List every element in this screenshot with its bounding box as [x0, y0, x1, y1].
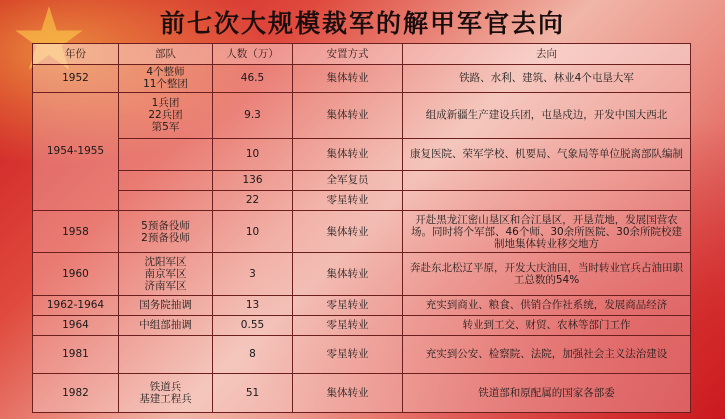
table-row [33, 65, 691, 93]
cell-count: 10 [213, 139, 293, 171]
header-count: 人数（万） [213, 44, 293, 65]
cell-count: 9.3 [213, 92, 293, 139]
table-row [33, 253, 691, 295]
cell-destination: 开赴黑龙江密山垦区和合江垦区，开垦荒地，发展国营农场。同时将个军部、46个师、30余所医院、30余所院校建制地集体转业移交地方 [403, 210, 691, 252]
cell-units [119, 170, 213, 190]
cell-year: 1982 [33, 373, 119, 412]
table-row [33, 295, 691, 315]
header-year: 年份 [33, 44, 119, 65]
cell-destination: 康复医院、荣军学校、机要局、气象局等单位脱离部队编制 [403, 139, 691, 171]
header-method: 安置方式 [293, 44, 403, 65]
cell-method: 集体转业 [293, 65, 403, 93]
cell-units: 铁道兵 基建工程兵 [119, 373, 213, 412]
cell-units: 5预备役师 2预备役师 [119, 210, 213, 252]
cell-method: 集体转业 [293, 253, 403, 295]
cell-units: 4个整师 11个整团 [119, 65, 213, 93]
disposition-table [32, 43, 691, 413]
cell-year: 1954-1955 [33, 92, 119, 210]
table-header-row [33, 44, 691, 65]
header-units: 部队 [119, 44, 213, 65]
cell-year: 1964 [33, 315, 119, 335]
cell-method: 零星转业 [293, 190, 403, 210]
cell-method: 集体转业 [293, 92, 403, 139]
cell-count: 22 [213, 190, 293, 210]
cell-method: 零星转业 [293, 295, 403, 315]
cell-destination: 转业到工交、财贸、农林等部门工作 [403, 315, 691, 335]
cell-units: 1兵团 22兵团 第5军 [119, 92, 213, 139]
cell-destination: 组成新疆生产建设兵团，屯垦戍边，开发中国大西北 [403, 92, 691, 139]
cell-method: 零星转业 [293, 335, 403, 373]
cell-count: 13 [213, 295, 293, 315]
cell-count: 10 [213, 210, 293, 252]
cell-count: 8 [213, 335, 293, 373]
cell-count: 0.55 [213, 315, 293, 335]
table-row [33, 373, 691, 412]
cell-year: 1960 [33, 253, 119, 295]
table-row [33, 210, 691, 252]
cell-destination [403, 170, 691, 190]
cell-units [119, 139, 213, 171]
cell-units: 中组部抽调 [119, 315, 213, 335]
cell-method: 全军复员 [293, 170, 403, 190]
cell-destination: 奔赴东北松辽平原，开发大庆油田，当时转业官兵占油田职工总数的54% [403, 253, 691, 295]
cell-units: 国务院抽调 [119, 295, 213, 315]
page-title: 前七次大规模裁军的解甲军官去向 [159, 9, 565, 38]
cell-destination: 充实到公安、检察院、法院，加强社会主义法治建设 [403, 335, 691, 373]
cell-method: 集体转业 [293, 139, 403, 171]
cell-units [119, 190, 213, 210]
cell-year: 1952 [33, 65, 119, 93]
table-row [33, 190, 691, 210]
cell-destination: 充实到商业、粮食、供销合作社系统，发展商品经济 [403, 295, 691, 315]
cell-count: 46.5 [213, 65, 293, 93]
cell-year: 1958 [33, 210, 119, 252]
table-row [33, 170, 691, 190]
cell-method: 集体转业 [293, 210, 403, 252]
table-row [33, 335, 691, 373]
table-row [33, 139, 691, 171]
cell-destination: 铁路、水利、建筑、林业4个屯垦大军 [403, 65, 691, 93]
cell-count: 3 [213, 253, 293, 295]
cell-method: 零星转业 [293, 315, 403, 335]
cell-year: 1962-1964 [33, 295, 119, 315]
table-row [33, 92, 691, 139]
header-destination: 去向 [403, 44, 691, 65]
table-row [33, 315, 691, 335]
cell-method: 集体转业 [293, 373, 403, 412]
cell-destination: 铁道部和原配属的国家各部委 [403, 373, 691, 412]
cell-count: 51 [213, 373, 293, 412]
cell-units [119, 335, 213, 373]
cell-year: 1981 [33, 335, 119, 373]
cell-destination [403, 190, 691, 210]
cell-units: 沈阳军区 南京军区 济南军区 [119, 253, 213, 295]
cell-count: 136 [213, 170, 293, 190]
